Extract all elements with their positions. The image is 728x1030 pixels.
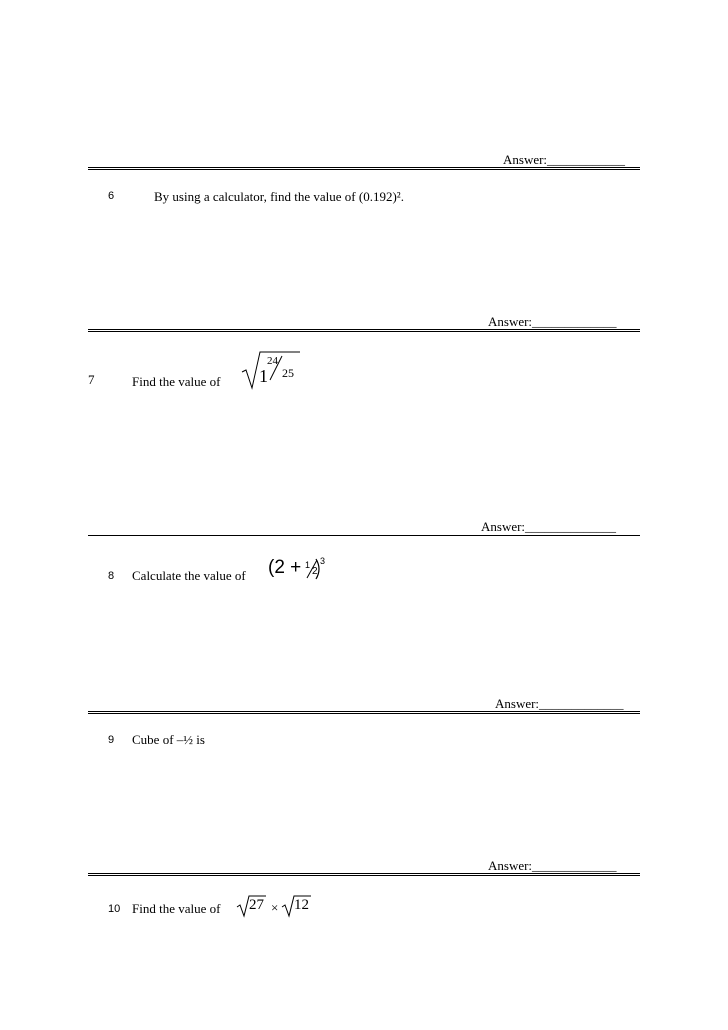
question-text: By using a calculator, find the value of (0.192)². [154, 189, 404, 204]
answer-line-q5 [503, 152, 625, 168]
question-number: 7 [88, 372, 95, 387]
separator-line [88, 873, 640, 876]
answer-label: Answer: [488, 858, 533, 873]
question-number: 8 [108, 570, 115, 582]
answer-blank[interactable]: ____________ [547, 152, 626, 167]
answer-label: Answer: [495, 696, 540, 711]
separator-line [88, 329, 640, 332]
question-number: 9 [108, 734, 115, 746]
answer-line-q7 [481, 519, 616, 535]
expr-numerator: 1 [305, 560, 311, 570]
answer-label: Answer: [503, 152, 548, 167]
expr-denominator: 25 [282, 366, 294, 380]
question-text: Calculate the value of [132, 568, 246, 583]
question-number: 6 [108, 190, 115, 202]
question-number: 10 [108, 903, 121, 915]
expr-whole: 1 [259, 366, 268, 386]
question-text: Find the value of [132, 901, 221, 916]
expr-radicand-b: 12 [294, 897, 309, 913]
question-text: Cube of –½ is [132, 732, 205, 747]
separator-line [88, 167, 640, 170]
expr-exponent: 3 [320, 556, 326, 566]
expr-numerator: 24 [267, 355, 278, 367]
expr-denominator: 2 [312, 566, 318, 577]
answer-line-q6 [488, 314, 617, 330]
answer-blank[interactable]: _____________ [532, 858, 617, 873]
answer-blank[interactable]: _____________ [539, 696, 624, 711]
answer-blank[interactable]: _____________ [532, 314, 617, 329]
answer-line-q8 [495, 696, 624, 712]
answer-blank[interactable]: ______________ [525, 519, 617, 534]
separator-line [88, 535, 640, 536]
answer-label: Answer: [481, 519, 526, 534]
expr-open: (2 + [268, 557, 302, 578]
answer-label: Answer: [488, 314, 533, 329]
answer-line-q9 [488, 858, 617, 874]
separator-line [88, 711, 640, 714]
question-text: Find the value of [132, 374, 221, 389]
expr-radicand-a: 27 [249, 897, 264, 913]
expr-times: × [271, 900, 279, 915]
